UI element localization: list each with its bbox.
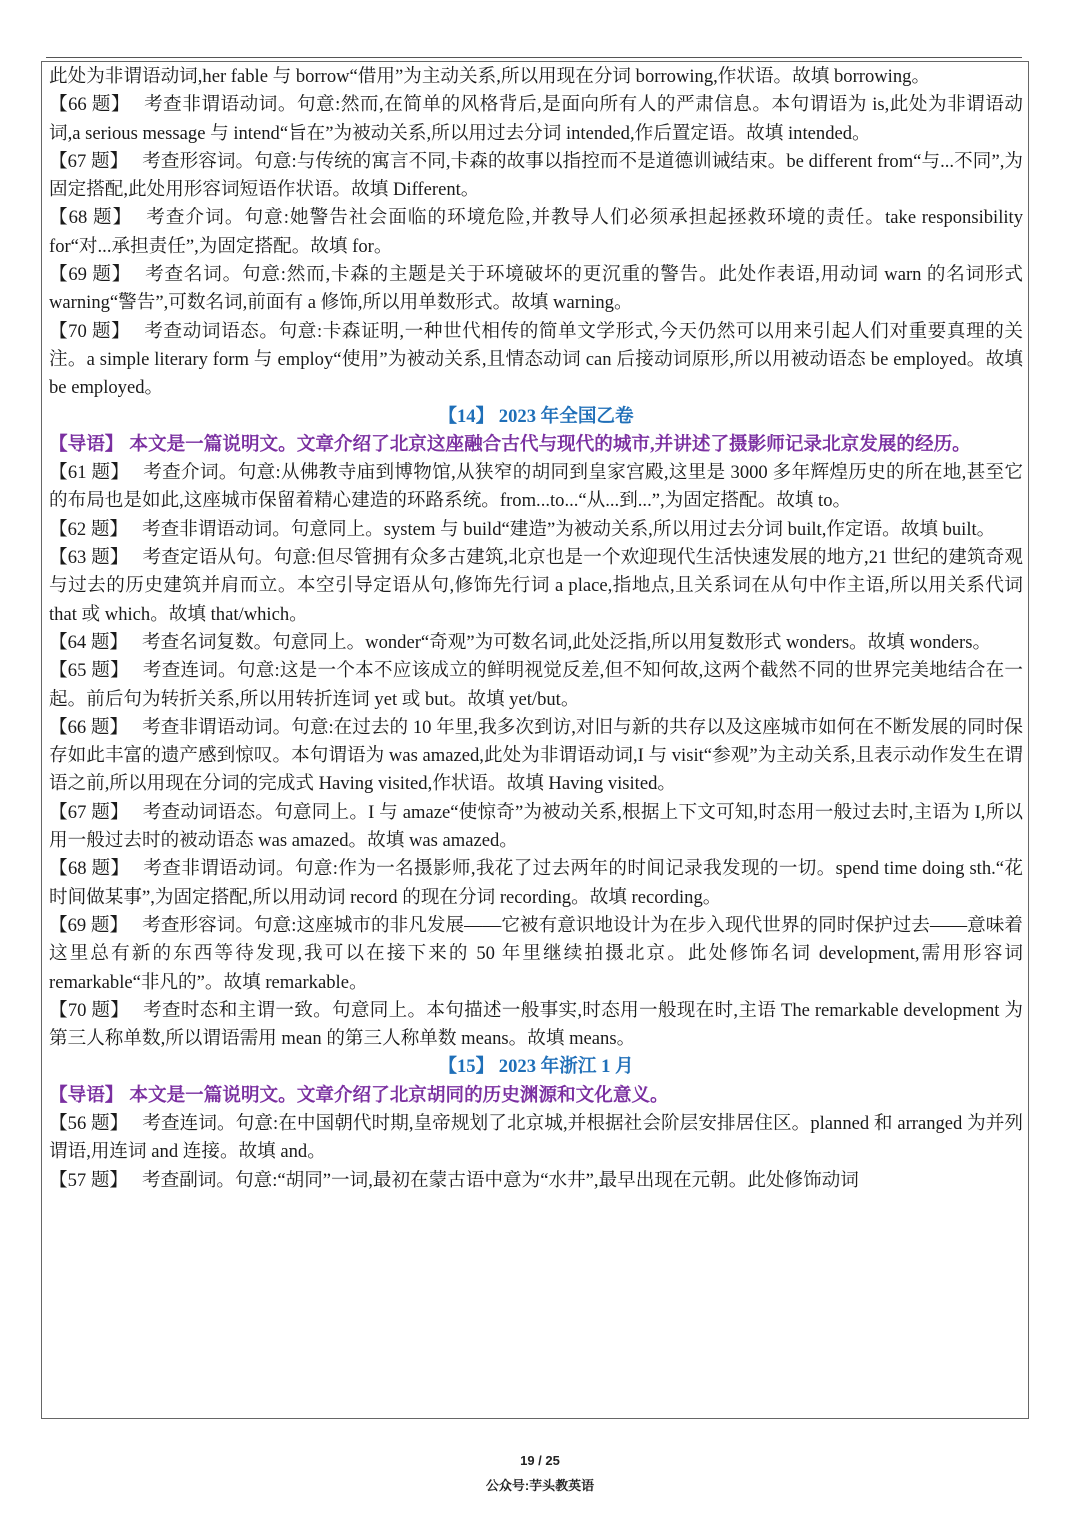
question-text: 考查非谓语动词。句意同上。system 与 build“建造”为被动关系,所以用过去分词 built,作定语。故填 built。 xyxy=(142,518,996,540)
intro-label: 【导语】 xyxy=(49,1084,124,1106)
paragraph-text: 此处为非谓语动词,her fable 与 borrow“借用”为主动关系,所以用现在分词 borrowing,作状语。故填 borrowing。 xyxy=(49,66,931,87)
page-content xyxy=(49,63,1023,1195)
question-paragraph xyxy=(49,261,1023,318)
page-number: 19 / 25 xyxy=(520,1453,560,1468)
question-text: 考查非谓语动词。句意:然而,在简单的风格背后,是面向所有人的严肃信息。本句谓语为 is,此处为非谓语动词,a serious message 与 intend“旨在”为被动关系,所以用过去分词 intended,作后置定语。故填 intended。 xyxy=(49,94,1023,144)
question-text: 考查介词。句意:从佛教寺庙到博物馆,从狭窄的胡同到皇家宫殿,这里是 3000 多年辉煌历史的所在地,甚至它的布局也是如此,这座城市保留着精心建造的环路系统。from...to...“从...到...”,为固定搭配。故填 to。 xyxy=(49,462,1023,512)
question-paragraph xyxy=(49,629,1023,657)
question-text: 考查副词。句意:“胡同”一词,最初在蒙古语中意为“水井”,最早出现在元朝。此处修饰动词 xyxy=(142,1169,859,1191)
question-number: 【67 题】 xyxy=(49,801,129,823)
question-text: 考查连词。句意:在中国朝代时期,皇帝规划了北京城,并根据社会阶层安排居住区。planned 和 arranged 为并列谓语,用连词 and 连接。故填 and。 xyxy=(49,1112,1023,1163)
question-text: 考查名词。句意:然而,卡森的主题是关于环境破坏的更沉重的警告。此处作表语,用动词 warn 的名词形式 warning“警告”,可数名词,前面有 a 修饰,所以用单数形式。故填 warning。 xyxy=(49,264,1023,314)
question-paragraph xyxy=(49,1167,1023,1195)
question-number: 【57 题】 xyxy=(49,1169,129,1191)
section-title: 【14】 2023 年全国乙卷 xyxy=(438,405,634,427)
question-paragraph xyxy=(49,714,1023,799)
question-number: 【63 题】 xyxy=(49,547,129,569)
header-rule xyxy=(46,57,1022,58)
question-number: 【62 题】 xyxy=(49,518,129,540)
question-number: 【66 题】 xyxy=(49,94,131,116)
question-number: 【67 题】 xyxy=(49,150,129,172)
question-number: 【68 题】 xyxy=(49,207,133,229)
question-number: 【61 题】 xyxy=(49,462,130,484)
question-paragraph xyxy=(49,459,1023,516)
section-intro xyxy=(49,1082,1023,1110)
paragraph xyxy=(49,63,1023,91)
question-text: 考查时态和主谓一致。句意同上。本句描述一般事实,时态用一般现在时,主语 The remarkable development 为第三人称单数,所以谓语需用 mean 的第三人称单数 means。故填 means。 xyxy=(49,999,1023,1050)
question-text: 考查动词语态。句意:卡森证明,一种世代相传的简单文学形式,今天仍然可以用来引起人们对重要真理的关注。a simple literary form 与 employ“使用”为被动关系,且情态动词 can 后接动词原形,所以用被动语态 be employed。故填 be employed。 xyxy=(49,320,1023,399)
intro-text: 本文是一篇说明文。文章介绍了北京胡同的历史渊源和文化意义。 xyxy=(129,1084,669,1106)
question-number: 【70 题】 xyxy=(49,320,131,342)
question-text: 考查定语从句。句意:但尽管拥有众多古建筑,北京也是一个欢迎现代生活快速发展的地方,21 世纪的建筑奇观与过去的历史建筑并肩而立。本空引导定语从句,修饰先行词 a place,指地点,且关系词在从句中作主语,所以用关系代词 that 或 which。故填 that/which。 xyxy=(49,547,1023,625)
section-title: 【15】 2023 年浙江 1 月 xyxy=(438,1056,634,1078)
question-paragraph xyxy=(49,318,1023,403)
question-text: 考查连词。句意:这是一个本不应该成立的鲜明视觉反差,但不知何故,这两个截然不同的世界完美地结合在一起。前后句为转折关系,所以用转折连词 yet 或 but。故填 yet/but。 xyxy=(49,660,1023,710)
question-number: 【64 题】 xyxy=(49,631,129,653)
question-number: 【65 题】 xyxy=(49,660,129,682)
question-paragraph xyxy=(49,204,1023,261)
question-text: 考查动词语态。句意同上。I 与 amaze“使惊奇”为被动关系,根据上下文可知,时态用一般过去时,主语为 I,所以用一般过去时的被动语态 was amazed。故填 was amazed。 xyxy=(49,801,1023,852)
question-text: 考查形容词。句意:与传统的寓言不同,卡森的故事以指控而不是道德训诫结束。be different from“与...不同”,为固定搭配,此处用形容词短语作状语。故填 Different。 xyxy=(49,150,1023,201)
question-text: 考查名词复数。句意同上。wonder“奇观”为可数名词,此处泛指,所以用复数形式 wonders。故填 wonders。 xyxy=(142,631,992,653)
question-paragraph xyxy=(49,91,1023,148)
question-number: 【68 题】 xyxy=(49,858,130,880)
question-paragraph xyxy=(49,544,1023,629)
question-number: 【66 题】 xyxy=(49,716,129,738)
question-paragraph xyxy=(49,148,1023,205)
question-paragraph xyxy=(49,516,1023,544)
question-paragraph xyxy=(49,657,1023,714)
intro-label: 【导语】 xyxy=(49,433,124,455)
question-text: 考查非谓语动词。句意:作为一名摄影师,我花了过去两年的时间记录我发现的一切。spend time doing sth.“花时间做某事”,为固定搭配,所以用动词 record 的现在分词 recording。故填 recording。 xyxy=(49,858,1023,908)
question-number: 【69 题】 xyxy=(49,914,129,936)
question-paragraph xyxy=(49,912,1023,997)
question-paragraph xyxy=(49,855,1023,912)
section-intro xyxy=(49,431,1023,459)
question-number: 【69 题】 xyxy=(49,264,132,286)
footer-account: 公众号:芋头教英语 xyxy=(485,1478,595,1493)
question-number: 【56 题】 xyxy=(49,1112,129,1134)
question-text: 考查非谓语动词。句意:在过去的 10 年里,我多次到访,对旧与新的共存以及这座城市如何在不断发展的同时保存如此丰富的遗产感到惊叹。本句谓语为 was amazed,此处为非谓语动词,I 与 visit“参观”为主动关系,且表示动作发生在谓语之前,所以用现在分词的完成式 Having visited,作状语。故填 Having visited。 xyxy=(49,716,1023,795)
question-text: 考查形容词。句意:这座城市的非凡发展——它被有意识地设计为在步入现代世界的同时保护过去——意味着这里总有新的东西等待发现,我可以在接下来的 50 年里继续拍摄北京。此处修饰名词 development,需用形容词 remarkable“非凡的”。故填 remarkable。 xyxy=(49,914,1023,993)
question-paragraph xyxy=(49,799,1023,856)
intro-text: 本文是一篇说明文。文章介绍了北京这座融合古代与现代的城市,并讲述了摄影师记录北京发展的经历。 xyxy=(129,433,971,455)
question-paragraph xyxy=(49,1110,1023,1167)
question-paragraph xyxy=(49,997,1023,1054)
question-number: 【70 题】 xyxy=(49,999,130,1021)
question-text: 考查介词。句意:她警告社会面临的环境危险,并教导人们必须承担起拯救环境的责任。take responsibility for“对...承担责任”,为固定搭配。故填 for。 xyxy=(49,207,1023,257)
